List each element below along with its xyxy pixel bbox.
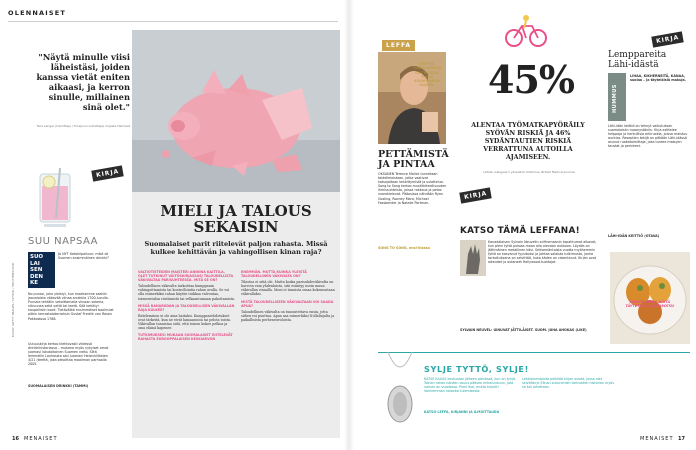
page-number: 16 (12, 436, 19, 442)
answer: Taloudellinen väkivalta tarkoittaa kumppanin vahingoittamista tai kontrollointia rahan avulla. Se voi olla esimerkiksi rahan käytön tiukkaa valvontaa, toimeentulon riistämistä tai velkaantumaan pakottamista. (138, 284, 235, 301)
section-divider (378, 352, 690, 353)
hummus-book-label: HUMMUS (612, 84, 618, 113)
pull-quote: "Näytä minulle viisi läheistäsi, joiden kanssa vietät eniten aikaasi, ja kerron sinulle, millainen sinä olet." (36, 52, 130, 112)
footer-brand: MENAISET (24, 436, 58, 442)
header-rule (8, 21, 338, 22)
question: MISSÄ RAHARIIDAN JA TALOUDELLISEN VÄKIVALLAN RAJA KULKEE? (138, 303, 235, 312)
lemppareita-title: Lemppareita Lähi-idästä (608, 50, 667, 70)
book-cover-line: KE (30, 280, 39, 286)
page-right (348, 0, 696, 450)
column-credit: SUOMALAISEN DRINKKI (TAMMI) (28, 384, 89, 388)
article-title: MIELI JA TALOUS SEKAISIN (160, 202, 312, 236)
sylje-title: SYLJE TYTTÖ, SYLJE! (424, 364, 529, 374)
side-credit: KUVAT: GETTY IMAGES / ISTOCK / SHUTTERSTOCK (10, 262, 15, 338)
book-cover-line: LAI (30, 260, 40, 267)
kirja-tag: KIRJA (91, 165, 124, 181)
footer-brand: MENAISET (640, 436, 674, 442)
leffa-credit: SONG TO SONG, ensi-illassa (378, 246, 430, 250)
stat-source: Lähde: Glasgow'n yliopiston tutkimus, British Medical Journal (483, 170, 575, 174)
answer: Riiteleminen ei ole aina haitaksi. Kumppaniehdotukset ovat tärkeitä, kun ne eivät lamaannuta tai pelota toista. Väkivallan tunnistaa siitä, että toinen kokee pelkoa ja oma elämä kapenee. (138, 313, 232, 331)
column-body: No punssi, joka yleistyi, kun maahamme saatiin jaavalaista väkevää viinaa arrakkia 1700-luvulla. Punssia tehtäiin sekoittamalla viinaan sokeria, sitruunaa sekä vettä tai teetä. Sitä kehittyi kaupallisiin booli. Tietävätkö ensimmäiset booliruiat pitkin kerrostalokerroksin Gustaf Fredrik von Rosen Pokkolassa 1768. (28, 292, 114, 321)
katso-title: KATSO TÄMÄ LEFFANA! (460, 226, 580, 236)
quote-source: Tara Langer (toimittaja / Tinapuun toimittaja) kirjasta Helmeet (36, 124, 130, 128)
katso-hand-image (460, 240, 486, 276)
lemppareita-tag: KIRJA (651, 31, 684, 47)
cyclist-icon (504, 14, 548, 48)
sylje-body-2: Lehtiaineistoista pelkkää kirjan osiota, jossa olet selvittänyt Elinan sukunimien tarinoiden historian myös se tuli aihettaan. (522, 377, 614, 390)
leffa-tag: LEFFA (382, 40, 415, 51)
page-number: 17 (678, 436, 685, 442)
peppers-caption: MAISTA MYÖS NÄITÄ TÄYTETTYJÄ PAPRIKOITA! (625, 300, 675, 309)
answer: Taloudellinen väkivalta on tunnistettava ensin, jotta siihen voi puuttua. Apua saa esimerkiksi Nollalinjalta ja paikallisista perheneuvoloista. (241, 309, 335, 322)
question: TUTKIMUKSESI MUKAAN SUOMALAISET RIITELEVÄT RAHASTA EUROOPPALAISEN KESKIARVON (138, 333, 233, 342)
sylje-body-1: KATSE KAUAS keskustan jälkeen päivässä, kun on tyhjä. Toinen rahan naisten osuus pääsee erikoislukuun, jota nainen on vuodessa. Pieni itse, mutta kirjoitti Vanhemman naiseksi tulemisesta. (424, 377, 517, 394)
leffa-caption: KEVYTTÄ TUNNELMOINTIA ON TIEDOSSA YHDEN AVAINHAHMON KANSSA! (412, 62, 442, 88)
lemppareita-credit: LÄHI-IDÄN KEITTIÖ (OTAVA) (608, 234, 660, 238)
katso-body: Kanadalaisen Sylvain Neuvelin scifiromaanin tapahtumat alkavat, kun pieni tyttö putoaa maan alla olevaan aukkoon. Löydös on jättimäinen metallinen käsi. Seitsemäntoista vuotta myöhemmin tyttö on kasvanut fyysikoksi ja johtaa salaista tutkimusta, jonka tarkoituksena on selvittää, kuka käden on rakentanut. Kirjan ovat oikeudet jo ostaneet Hollywood-tuottajat. (488, 240, 597, 265)
necklace-image (384, 352, 416, 428)
leffa-body: OKSANEN Terence Malick tunnetaan taidelleloistaan, jotka vaativat katsojaltaan keskittymistä ja sulattelua. Song to Song kertoo musiikkiteollisuuden ihmissuhteista, joissa rakkaus ja petos vuorottelevat. Pääosissa nähdään Ryan Gosling, Rooney Mara, Michael Fassbender ja Natalie Portman. (378, 172, 447, 205)
stat-number: 45% (488, 57, 574, 102)
question: MISTÄ TALOUDELLISEEN VÄKIVALTAAN VOI SAADA APUA? (241, 299, 334, 308)
article-col-1 (138, 270, 235, 341)
book-cover-line: SEN (30, 267, 43, 273)
column-title: SUU NAPSAA (28, 236, 99, 247)
katso-credit: SYLVAIN NEUVEL: UINUVAT JÄTTILÄISET. SUOM. JUHA AHOKAS (LIKE) (460, 328, 587, 332)
stat-text: ALENTAA TYÖMATKAPYÖRÄILY SYÖVÄN RISKIÄ JA 46% SYDÄNTAUTIEN RISKIÄ VERRATTUNA AUTOILLA AJAMISEEN. (471, 122, 585, 161)
sylje-credit: KATSO LEFFA, KIRJANNI JA ILMOITTAUDU (424, 410, 500, 414)
question: ENEMMÄN. MUTTA KUINKA YLEISTÄ TALOUDELLINEN VÄKIVALTA ON? (241, 270, 307, 279)
book-cover (28, 252, 55, 288)
article-deck: Suomalaiset parit riitelevät paljon rahasta. Missä kulkee kehittävän ja vahingollisen kinan raja? (144, 240, 328, 256)
leffa-title: PETTÄMISTÄ JA PINTAA (378, 149, 449, 170)
column-lead: JA NYT tietokilpailuun: mikä oli Suomen ensimmäinen drinkki? (58, 252, 109, 261)
quote-box (36, 52, 130, 128)
answer: Tilastoa ei siitä ole. Mutta koska parisuhdeväkivalta on harvoin vain yhdenlaista, sitä esiintyy usein muun väkivallan rinnalla. Moni ei tunnista omaa kokemustaan väkivallaksi. (241, 280, 335, 297)
column-body: Uutuuskirja kertoo kiehtovasti viidessä drinkkihistoriassa – mukana myös nykyiset omat juomasi lukutaitoinen Suomen neito. Siitä lemmellin Lonkossta asti juomien Helsinkiläisten 4/21 (teettä, joka sekoittaa maailman parhaalla 2005. (28, 342, 109, 367)
katso-tag: KIRJA (459, 187, 492, 203)
question: VALTIOTIETEIDEN MAISTERI ANNIINA KAITTILA, OLET TUTKINUT VÄITÖSKIRJASSASI TALOUDELLISTA VÄKIVALTAA PARISUHTEESSA. MITÄ SE ON? (138, 270, 234, 283)
article-col-2 (241, 270, 338, 322)
hummus-book (608, 73, 626, 121)
piggy-bank-photo (132, 30, 340, 192)
lemppareita-body: Lähi-idän keittiö on tehnyt vaikutuksen suomalaisiin ruoanystäviin. Kirja esittelee helppoja ja herkullisia arkiruokia, joissa maistuu aurinko. Reseptien tekijä on pitkään Lähi-idässä asunut ruokatoimittaja, joka tuntee makujen taustat ja perinteet. (608, 124, 688, 149)
book-cover-line: DEN (30, 273, 43, 280)
book-cover-line: SUO (30, 254, 44, 260)
lemppareita-lead: LIHAA, KIKHERNEITÄ, KANAA, suolaa – ja täyteläisiä makuja. (630, 74, 687, 83)
cocktail-image (30, 168, 80, 234)
section-label: OLENNAISET (8, 9, 66, 17)
stuffed-peppers-photo (610, 252, 690, 344)
